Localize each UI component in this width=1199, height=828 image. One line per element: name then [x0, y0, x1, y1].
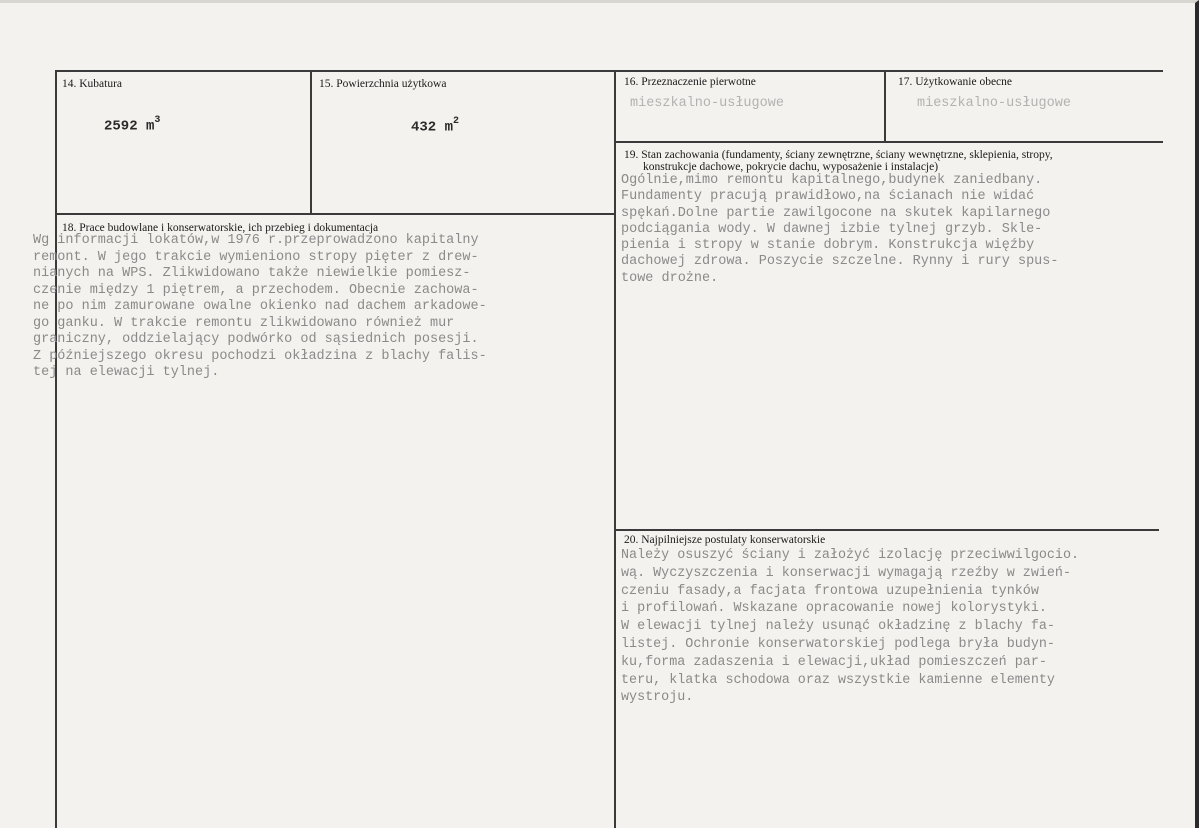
field-16-value: mieszkalno-usługowe: [630, 96, 784, 111]
field-14-value: [104, 117, 160, 135]
field-18-line: czenie między 1 piętrem, a przechodem. Obecnie zachowa-: [33, 282, 479, 298]
field-18-line: Z późniejszego okresu pochodzi okładzina z blachy falis-: [33, 348, 487, 364]
field-15-value: [411, 118, 459, 136]
field-20-line: Należy osuszyć ściany i założyć izolację przeciwwilgocio.: [621, 548, 1080, 563]
rule-col-14-15: [310, 70, 312, 213]
field-15-number: 432 m: [411, 119, 454, 136]
field-14-exponent: 3: [154, 115, 161, 126]
field-18-text: [33, 233, 487, 382]
field-20-label: 20. Najpilniejsze postulaty konserwatorskie: [624, 534, 826, 546]
field-20-line: czeniu fasady,a facjata frontowa uzupełnienia tynków: [621, 583, 1039, 599]
top-rule: [55, 70, 1163, 72]
field-19-line: spękań.Dolne partie zawilgocone na skutek kapilarnego: [621, 205, 1051, 221]
rule-col-main: [614, 70, 616, 828]
field-18-line: ne po nim zamurowane owalne okienko nad dachem arkadowe-: [33, 299, 487, 314]
field-18-line: go ganku. W trakcie remontu zlikwidowano również mur: [33, 315, 455, 331]
field-20-line: ku,forma zadaszenia i elewacji,układ pomieszczeń par-: [621, 654, 1047, 670]
field-16-label: 16. Przeznaczenie pierwotne: [624, 76, 756, 88]
field-18-label: 18. Prace budowlane i konserwatorskie, ich przebieg i dokumentacja: [62, 222, 379, 234]
field-18-line: graniczny, oddzielający podwórko od sąsiednich posesji.: [33, 332, 479, 347]
field-20-line: teru, klatka schodowa oraz wszystkie kamienne elementy: [621, 672, 1055, 688]
field-19-text: [621, 173, 1058, 287]
field-17-value: mieszkalno-usługowe: [917, 96, 1071, 111]
field-20-line: wą. Wyczyszczenia i konserwacji wymagają rzeźby w zwień-: [621, 565, 1071, 581]
field-19-line: Ogólnie,mimo remontu kapitalnego,budynek zaniedbany.: [621, 173, 1043, 188]
field-20-line: W elewacji tylnej należy usunąć okładzinę z blachy fa-: [621, 619, 1055, 635]
rule-col-16-17: [884, 70, 886, 141]
rule-right-upper: [615, 141, 1163, 143]
field-14-number: 2592 m: [104, 118, 155, 135]
field-20-line: wystroju.: [621, 690, 694, 706]
field-18-line: nianych na WPS. Zlikwidowano także niewielkie pomiesz-: [33, 266, 471, 281]
field-18-line: remont. W jego trakcie wymieniono stropy pięter z drew-: [33, 249, 479, 265]
field-15-label: 15. Powierzchnia użytkowa: [319, 78, 447, 90]
field-19-line: pienia i stropy w stanie dobrym. Konstrukcja więźby: [621, 238, 1035, 254]
field-20-line: i profilowań. Wskazane opracowanie nowej kolorystyki.: [621, 601, 1047, 617]
field-20-text: [621, 547, 1079, 707]
field-20-line: listej. Ochronie konserwatorskiej podlega bryła budyn-: [621, 636, 1055, 652]
field-19-line: podciągania wody. W dawnej izbie tylnej grzyb. Skle-: [621, 221, 1043, 237]
field-19-line: towe drożne.: [621, 270, 719, 286]
field-19-label-line1: 19. Stan zachowania (fundamenty, ściany zewnętrzne, ściany wewnętrzne, sklepienia, stropy,: [624, 149, 1053, 161]
field-15-exponent: 2: [453, 116, 460, 127]
field-19-line: Fundamenty pracują prawidłowo,na ścianach nie widać: [621, 189, 1035, 205]
field-17-label: 17. Użytkowanie obecne: [898, 76, 1013, 88]
rule-right-lower: [615, 529, 1159, 531]
field-14-label: 14. Kubatura: [62, 78, 123, 90]
field-18-line: tej na elewacji tylnej.: [33, 365, 220, 380]
field-19-line: dachowej zdrowa. Poszycie szczelne. Rynny i rury spus-: [621, 254, 1059, 270]
rule-left-mid: [55, 213, 615, 215]
rule-left-edge: [55, 70, 57, 828]
field-19-label-line2: konstrukcje dachowe, pokrycie dachu, wyposażenie i instalacje): [643, 161, 939, 173]
field-18-line: Wg informacji lokatów,w 1976 r.przeprowadzono kapitalny: [33, 233, 479, 248]
